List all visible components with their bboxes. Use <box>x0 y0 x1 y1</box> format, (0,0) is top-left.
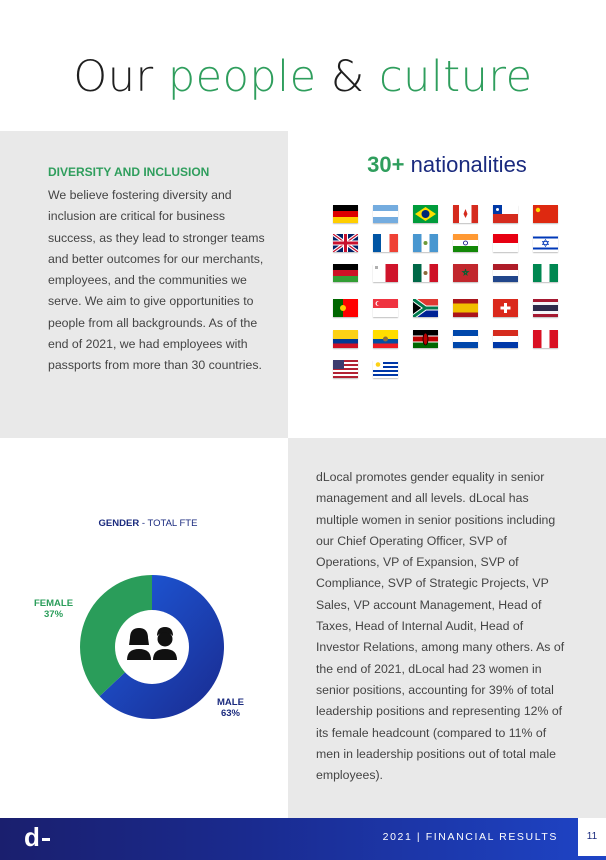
female-label: FEMALE 37% <box>34 598 74 620</box>
mexico-flag-icon <box>413 264 438 282</box>
diversity-heading: DIVERSITY AND INCLUSION <box>48 165 210 179</box>
nationalities-heading <box>288 152 606 178</box>
chile-flag-icon <box>493 205 518 223</box>
thailand-flag-icon <box>533 299 558 317</box>
nationalities-count: 30+ <box>367 152 405 177</box>
dlocal-logo: d <box>24 822 50 853</box>
ecuador-flag-icon <box>373 330 398 348</box>
morocco-flag-icon <box>453 264 478 282</box>
nigeria-flag-icon <box>533 264 558 282</box>
canada-flag-icon <box>453 205 478 223</box>
gender-donut-chart <box>77 572 227 722</box>
uruguay-flag-icon <box>373 360 398 378</box>
brazil-flag-icon <box>413 205 438 223</box>
israel-flag-icon <box>533 234 558 252</box>
china-flag-icon <box>533 205 558 223</box>
page-number: 11 <box>578 818 606 856</box>
colombia-flag-icon <box>333 330 358 348</box>
singapore-flag-icon <box>373 299 398 317</box>
footer <box>0 818 606 860</box>
footer-title: 2021 | FINANCIAL RESULTS <box>382 831 558 843</box>
argentina-flag-icon <box>373 205 398 223</box>
guatemala-flag-icon <box>413 234 438 252</box>
india-flag-icon <box>453 234 478 252</box>
el-salvador-flag-icon <box>453 330 478 348</box>
peru-flag-icon <box>533 330 558 348</box>
gender-chart-title: GENDER - TOTAL FTE <box>98 518 198 529</box>
male-label: MALE 63% <box>217 697 244 719</box>
netherlands-flag-icon <box>493 264 518 282</box>
south-africa-flag-icon <box>413 299 438 317</box>
germany-flag-icon <box>333 205 358 223</box>
indonesia-flag-icon <box>493 234 518 252</box>
united-states-flag-icon <box>333 360 358 378</box>
nationalities-label: nationalities <box>404 152 527 177</box>
paraguay-flag-icon <box>493 330 518 348</box>
spain-flag-icon <box>453 299 478 317</box>
portugal-flag-icon <box>333 299 358 317</box>
france-flag-icon <box>373 234 398 252</box>
united-kingdom-flag-icon <box>333 234 358 252</box>
switzerland-flag-icon <box>493 299 518 317</box>
malawi-flag-icon <box>333 264 358 282</box>
kenya-flag-icon <box>413 330 438 348</box>
page-title: Our people & culture <box>73 52 533 102</box>
diversity-body: We believe fostering diversity and inclusion are critical for business success, as they lead to stronger teams and better outcomes for our merchants, employees, and the communities we serve. We aim to give opportunities to people from all backgrounds. As of the end of 2021, we had employees with passports from more than 30 countries. <box>48 188 265 373</box>
malta-flag-icon <box>373 264 398 282</box>
gender-equality-text: dLocal promotes gender equality in senior management and all levels. dLocal has multiple women in senior positions including our Chief Operating Officer, SVP of Operations, VP of Expansion, SVP of Compliance, SVP of Strategic Projects, VP Sales, VP account Management, Head of Taxes, Head of Internal Audit, Head of Investor Relations, among many others. As of the end of 2021, dLocal had 23 women in senior positions, accounting for 39% of total leadership positions and representing 12% of its female headcount (compared to 11% of men in leadership positions out of total male employees). <box>316 470 565 783</box>
